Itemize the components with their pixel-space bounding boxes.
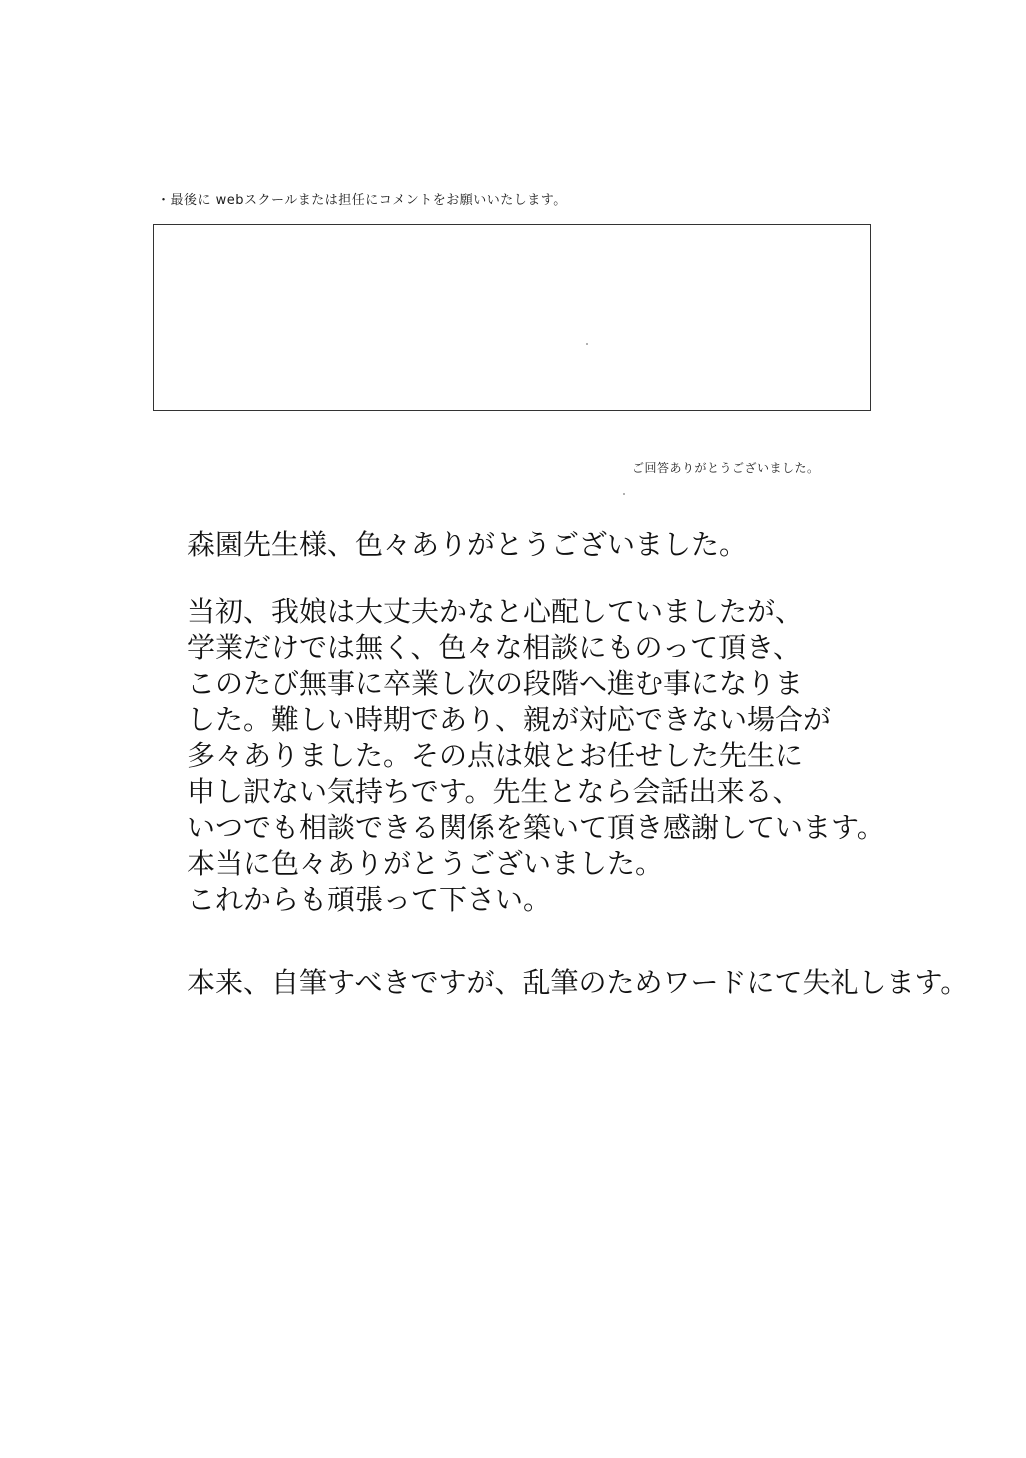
letter-body-line: これからも頑張って下さい。 bbox=[187, 883, 552, 916]
letter-body-line: いつでも相談できる関係を築いて頂き感謝しています。 bbox=[187, 811, 885, 844]
scan-speck bbox=[623, 493, 625, 495]
letter-body-line: 多々ありました。その点は娘とお任せした先生に bbox=[187, 739, 804, 772]
letter-postscript: 本来、自筆すべきですが、乱筆のためワードにて失礼します。 bbox=[187, 966, 969, 999]
letter-body-line: 学業だけでは無く、色々な相談にものって頂き、 bbox=[187, 631, 802, 664]
thanks-message: ご回答ありがとうございました。 bbox=[632, 461, 820, 475]
letter-body-line: 当初、我娘は大丈夫かなと心配していましたが、 bbox=[187, 595, 804, 628]
scan-speck bbox=[586, 343, 588, 345]
letter-body-line: 申し訳ない気持ちです。先生となら会話出来る、 bbox=[187, 775, 801, 808]
letter-greeting: 森園先生様、色々ありがとうございました。 bbox=[187, 528, 748, 561]
letter-body-line: このたび無事に卒業し次の段階へ進む事になりま bbox=[187, 667, 804, 700]
letter-body bbox=[187, 594, 885, 918]
letter-body-line: 本当に色々ありがとうございました。 bbox=[187, 847, 664, 880]
form-prompt: ・最後に webスクールまたは担任にコメントをお願いいたします。 bbox=[157, 193, 567, 208]
letter-body-line: した。難しい時期であり、親が対応できない場合が bbox=[187, 703, 832, 736]
comment-box bbox=[153, 224, 871, 411]
